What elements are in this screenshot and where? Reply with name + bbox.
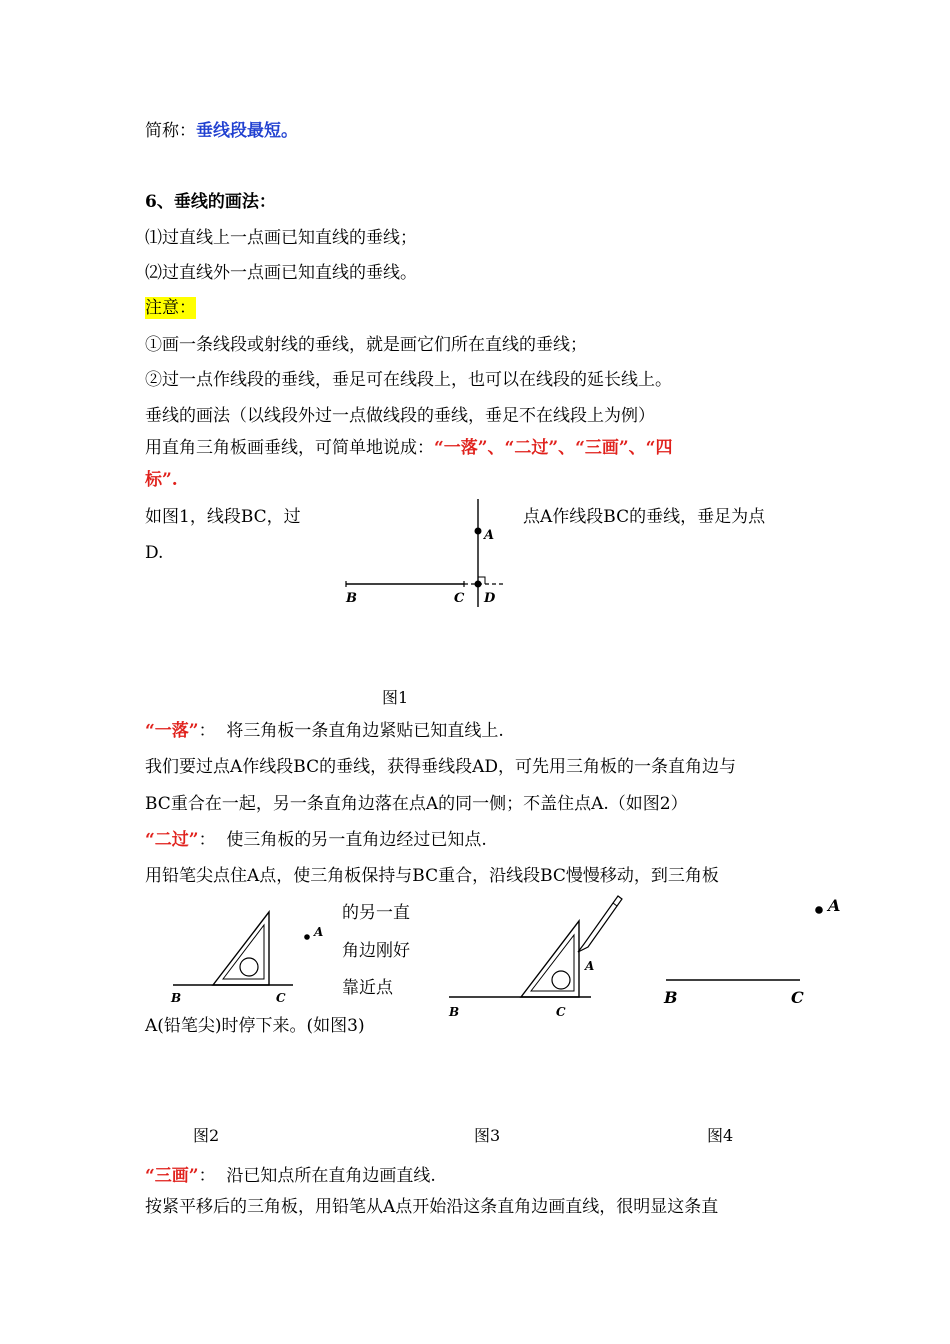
method-intro: 垂线的画法（以线段外过一点做线段的垂线，垂足不在线段上为例） — [145, 406, 655, 426]
step3-line — [145, 1165, 436, 1187]
figure1-text-right: 点A作线段BC的垂线，垂足为点 — [523, 507, 766, 527]
step2-detail-1: 用铅笔尖点住A点，使三角板保持与BC重合，沿线段BC慢慢移动，到三角板 — [145, 866, 719, 886]
method-line — [145, 437, 672, 459]
figure4-label-a: A — [828, 896, 841, 915]
note-label: 注意： — [145, 298, 196, 318]
step2-wrap-3: 靠近点 — [342, 978, 393, 998]
summary-label: 简称： — [145, 121, 196, 141]
method-item-2: ⑵过直线外一点画已知直线的垂线。 — [145, 263, 417, 283]
note-2: ②过一点作线段的垂线，垂足可在线段上，也可以在线段的延长线上。 — [145, 370, 672, 390]
figure1-caption: 图1 — [382, 688, 409, 707]
step3-sep: ： — [198, 1166, 216, 1186]
step1-text: 将三角板一条直角边紧贴已知直线上. — [226, 721, 504, 741]
step2-wrap-4: A(铅笔尖)时停下来。(如图3) — [145, 1016, 365, 1036]
figure3-label-a: A — [585, 959, 595, 973]
method-steps-cont: 标”. — [145, 470, 178, 490]
figure2-triangle-hole — [240, 958, 258, 976]
figure1-label-b: B — [346, 591, 357, 606]
step1-line — [145, 720, 504, 742]
figure3-label-b: B — [449, 1005, 460, 1019]
figure1-label-d: D — [484, 591, 496, 606]
figure1-diagram — [340, 495, 510, 610]
figure2-caption: 图2 — [193, 1126, 220, 1145]
step2-sep: ： — [198, 830, 216, 850]
figure4-label-b: B — [664, 988, 678, 1007]
section-heading: 6、垂线的画法： — [145, 192, 276, 212]
note-1: ①画一条线段或射线的垂线，就是画它们所在直线的垂线； — [145, 335, 587, 355]
figure1-text-cont: D. — [145, 543, 164, 563]
step3-detail-1: 按紧平移后的三角板，用铅笔从A点开始沿这条直角边画直线，很明显这条直 — [145, 1197, 719, 1217]
figure2-diagram — [165, 905, 335, 1005]
step1-quote: “一落” — [145, 721, 199, 741]
figure1-label-a: A — [484, 528, 495, 543]
figure1-point-d — [475, 581, 482, 588]
figure2-label-c: C — [276, 991, 286, 1005]
step3-text: 沿已知点所在直角边画直线. — [226, 1166, 436, 1186]
step1-detail-2: BC重合在一起，另一条直角边落在点A的同一侧；不盖住点A.（如图2） — [145, 794, 688, 814]
step2-line — [145, 829, 487, 851]
figure4-caption: 图4 — [707, 1126, 734, 1145]
method-steps: “一落”、“二过”、“三画”、“四 — [434, 438, 673, 458]
figure3-caption: 图3 — [474, 1126, 501, 1145]
method-item-1: ⑴过直线上一点画已知直线的垂线； — [145, 228, 417, 248]
figure1-text-left: 如图1，线段BC，过 — [145, 507, 301, 527]
figure3-diagram — [445, 890, 635, 1020]
figure3-label-c: C — [556, 1005, 566, 1019]
figure2-label-b: B — [171, 991, 182, 1005]
figure3-triangle-hole — [552, 971, 570, 989]
figure4-label-c: C — [791, 988, 804, 1007]
method-line-text: 用直角三角板画垂线，可简单地说成： — [145, 438, 434, 458]
step2-quote: “二过” — [145, 830, 199, 850]
figure2-point-a — [304, 934, 310, 940]
step1-detail-1: 我们要过点A作线段BC的垂线，获得垂线段AD，可先用三角板的一条直角边与 — [145, 757, 736, 777]
step1-sep: ： — [198, 721, 216, 741]
step2-text: 使三角板的另一直角边经过已知点. — [226, 830, 487, 850]
step2-wrap-1: 的另一直 — [342, 903, 410, 923]
figure1-label-c: C — [454, 591, 465, 606]
figure2-triangle — [213, 912, 269, 985]
summary-value: 垂线段最短。 — [196, 121, 298, 141]
figure2-label-a: A — [314, 925, 324, 939]
step2-wrap-2: 角边刚好 — [342, 941, 410, 961]
figure4-point-a — [815, 906, 823, 914]
figure3-triangle — [521, 921, 579, 997]
summary-line — [145, 120, 298, 142]
figure4-diagram — [660, 893, 850, 1007]
figure1-point-a — [475, 528, 482, 535]
step3-quote: “三画” — [145, 1166, 199, 1186]
